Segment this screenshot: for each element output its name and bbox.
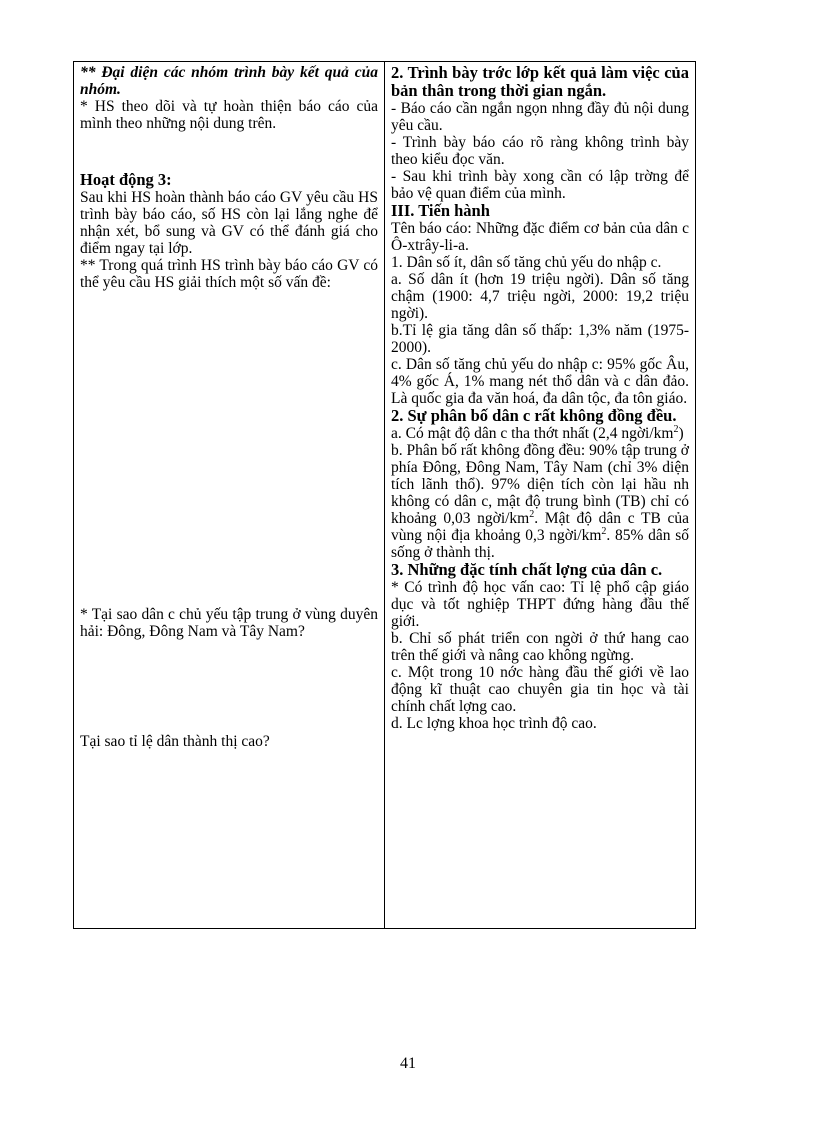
left-paragraph: ** Trong quá trình HS trình bày báo cáo GV có thể yêu cầu HS giải thích một số vấn đề: [80,257,378,291]
text-run: a. Có mật độ dân c tha thớt nhất (2,4 ngời/km [391,425,674,442]
superscript: 2 [601,525,607,537]
page-number: 41 [400,1055,416,1072]
right-paragraph [391,442,689,561]
right-paragraph: 1. Dân số ít, dân số tăng chủ yếu do nhập c. [391,254,662,271]
left-column [74,62,385,928]
right-paragraph: - Trình bày báo cáo rõ ràng không trình bày theo kiểu đọc văn. [391,134,689,168]
right-paragraph [391,425,689,442]
question-2: Tại sao tỉ lệ dân thành thị cao? [80,733,270,750]
right-paragraph: Tên báo cáo: Những đặc điểm cơ bản của dân c Ô-xtrây-li-a. [391,220,689,254]
right-paragraph: c. Một trong 10 nớc hàng đầu thế giới về lao động kĩ thuật cao chuyên gia tin học và tài chính chất lợng cao. [391,664,689,715]
activity-body [80,189,378,291]
text-run: . 85% dân số sống ở thành thị. [391,527,689,561]
activity-heading: Hoạt động 3: [80,170,172,189]
right-paragraph: b.Tỉ lệ gia tăng dân số thấp: 1,3% năm (1975-2000). [391,322,689,356]
section-heading: 2. Trình bày trớc lớp kết quả làm việc của bản thân trong thời gian ngắn. [391,63,689,100]
right-paragraph: * Có trình độ học vấn cao: Tỉ lệ phổ cập giáo dục và tốt nghiệp THPT đứng hàng đầu thế giới. [391,579,689,630]
group-report-heading: ** Đại diện các nhóm trình bày kết quả của nhóm. [80,64,378,98]
section-heading: 2. Sự phân bố dân c rất không đồng đều. [391,406,677,425]
superscript: 2 [529,508,535,520]
right-column [385,62,695,928]
right-paragraph: b. Chỉ số phát triển con ngời ở thứ hang cao trên thế giới và nâng cao không ngừng. [391,630,689,664]
question-1: * Tại sao dân c chủ yếu tập trung ở vùng duyên hải: Đông, Đông Nam và Tây Nam? [80,606,378,640]
left-paragraph: * HS theo dõi và tự hoàn thiện báo cáo của mình theo những nội dung trên. [80,98,378,132]
text-run: ) [678,425,684,442]
text-run: . Mật độ dân c TB của vùng nội địa khoảng 0,3 ngời/km [391,510,690,544]
left-paragraph: Sau khi HS hoàn thành báo cáo GV yêu cầu HS trình bày báo cáo, số HS còn lại lắng nghe để nhận xét, bổ sung và GV có thể đánh giá cho điểm ngay tại lớp. [80,189,378,257]
section-heading: III. Tiến hành [391,201,490,220]
right-paragraph: a. Số dân ít (hơn 19 triệu ngời). Dân số tăng chậm (1900: 4,7 triệu ngời, 2000: 19,2 triệu ngời). [391,271,689,322]
right-paragraph: d. Lc lợng khoa học trình độ cao. [391,715,597,732]
superscript: 2 [673,423,679,435]
right-paragraph: - Sau khi trình bày xong cần có lập trờng để bảo vệ quan điểm của mình. [391,168,689,202]
right-paragraph: c. Dân số tăng chủ yếu do nhập c: 95% gốc Âu, 4% gốc Á, 1% mang nét thổ dân và c dân đảo. Là quốc gia đa văn hoá, đa dân tộc, đa tôn giáo. [391,356,689,407]
text-run: b. Phân bố rất không đồng đều: 90% tập trung ở phía Đông, Đông Nam, Tây Nam (chỉ 3% diện tích lãnh thổ). 97% diện tích còn lại hầu nh không có dân c, mật độ trung bình (TB) chỉ có khoảng 0,03 ngời/km [391,442,689,527]
section-heading: 3. Những đặc tính chất lợng của dân c. [391,560,663,579]
right-paragraph: - Báo cáo cần ngắn ngọn nhng đầy đủ nội dung yêu cầu. [391,100,689,134]
content-table [73,61,696,929]
